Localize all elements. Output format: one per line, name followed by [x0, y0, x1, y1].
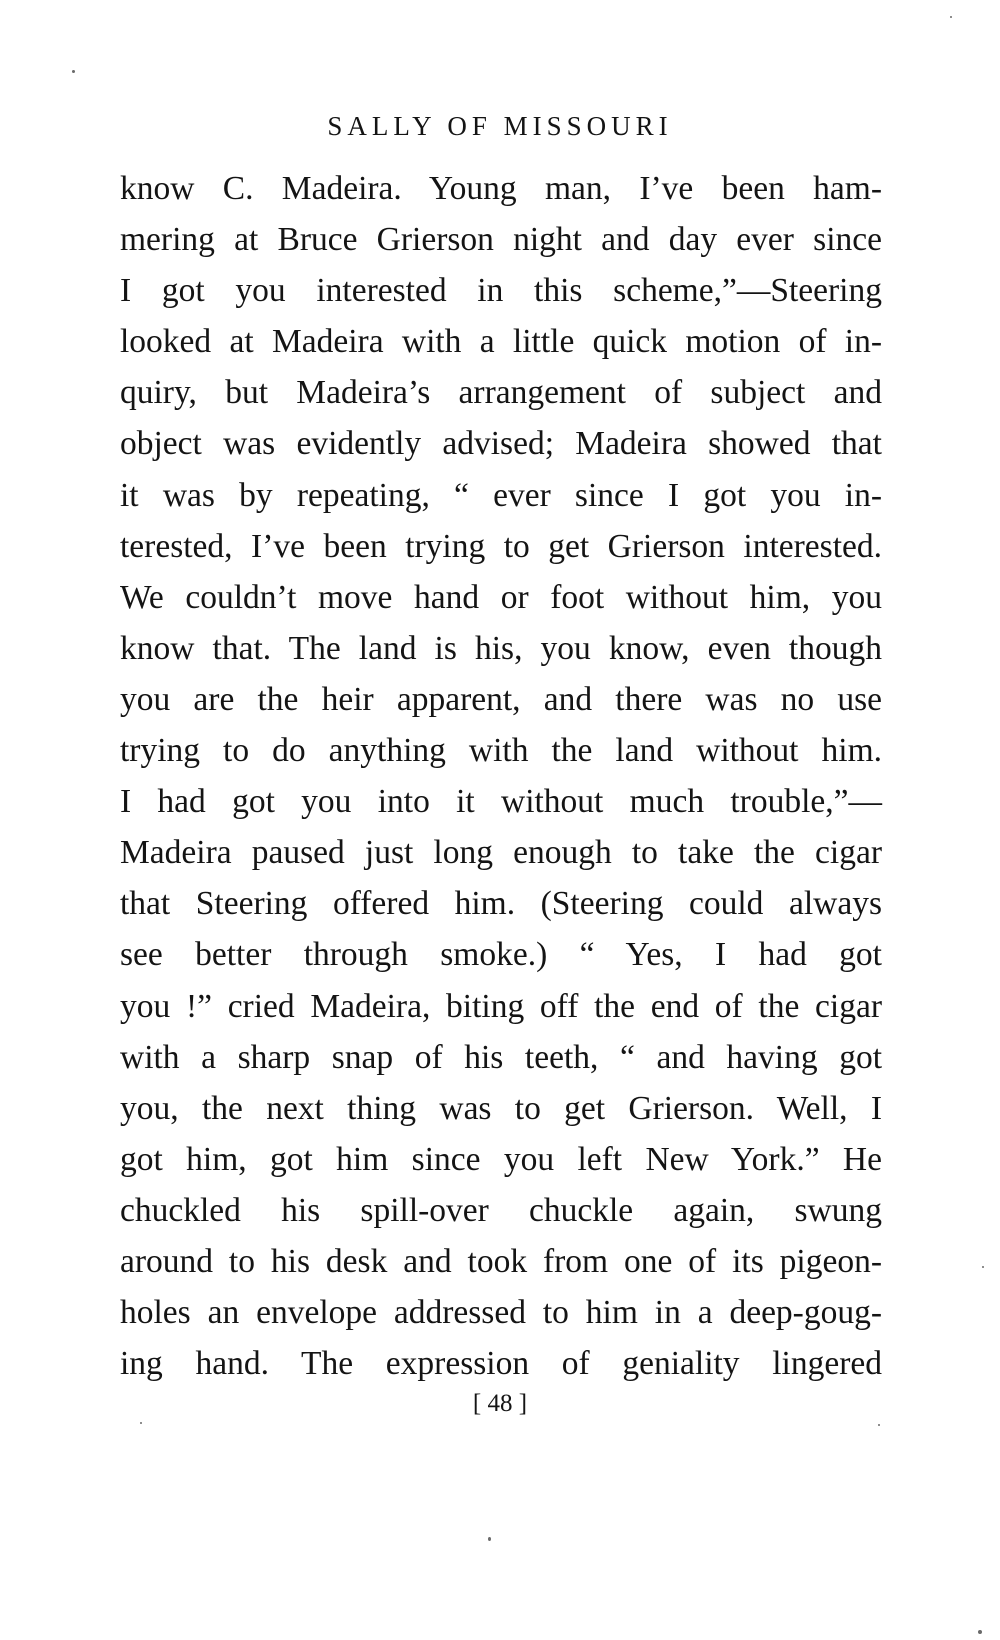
scan-speck — [488, 1537, 491, 1541]
page-number: [ 48 ] — [472, 1390, 528, 1417]
text-line: object was evidently advised; Madeira showed that — [120, 425, 882, 463]
body-text — [120, 163, 882, 1389]
text-line: mering at Bruce Grierson night and day ever since — [120, 221, 882, 259]
text-line: know C. Madeira. Young man, I’ve been ham- — [120, 170, 882, 207]
text-line: that Steering offered him. (Steering could always — [120, 885, 882, 923]
scan-speck — [878, 1424, 880, 1426]
text-line: know that. The land is his, you know, even though — [120, 629, 882, 667]
scan-speck — [140, 1422, 142, 1424]
text-line: got him, got him since you left New York.” He — [120, 1140, 882, 1178]
text-line: I got you interested in this scheme,”—Steering — [120, 272, 882, 310]
text-line: it was by repeating, “ ever since I got you in- — [120, 476, 882, 514]
scan-speck — [982, 1266, 984, 1268]
text-line: you !” cried Madeira, biting off the end of the cigar — [120, 987, 882, 1025]
scan-speck — [950, 16, 952, 18]
text-line: Madeira paused just long enough to take the cigar — [120, 834, 882, 872]
text-line: quiry, but Madeira’s arrangement of subject and — [120, 374, 882, 412]
running-title: SALLY OF MISSOURI — [327, 111, 673, 141]
text-line: chuckled his spill-over chuckle again, swung — [120, 1191, 882, 1229]
text-line: terested, I’ve been trying to get Grierson interested. — [120, 527, 882, 565]
text-line: ing hand. The expression of geniality lingered — [120, 1345, 882, 1383]
text-line: looked at Madeira with a little quick motion of in- — [120, 323, 882, 361]
text-line: see better through smoke.) “ Yes, I had got — [120, 936, 882, 974]
text-line: around to his desk and took from one of its pigeon- — [120, 1242, 882, 1280]
text-line: you are the heir apparent, and there was no use — [120, 680, 882, 718]
text-line: We couldn’t move hand or foot without him, you — [120, 578, 882, 616]
text-line: trying to do anything with the land without him. — [120, 732, 882, 770]
text-line: holes an envelope addressed to him in a deep-goug- — [120, 1294, 882, 1332]
scan-speck — [978, 1630, 982, 1634]
text-line: you, the next thing was to get Grierson. Well, I — [120, 1089, 882, 1127]
scan-speck — [72, 70, 75, 73]
text-line: I had got you into it without much trouble,”— — [120, 783, 882, 821]
text-line: with a sharp snap of his teeth, “ and having got — [120, 1038, 882, 1076]
